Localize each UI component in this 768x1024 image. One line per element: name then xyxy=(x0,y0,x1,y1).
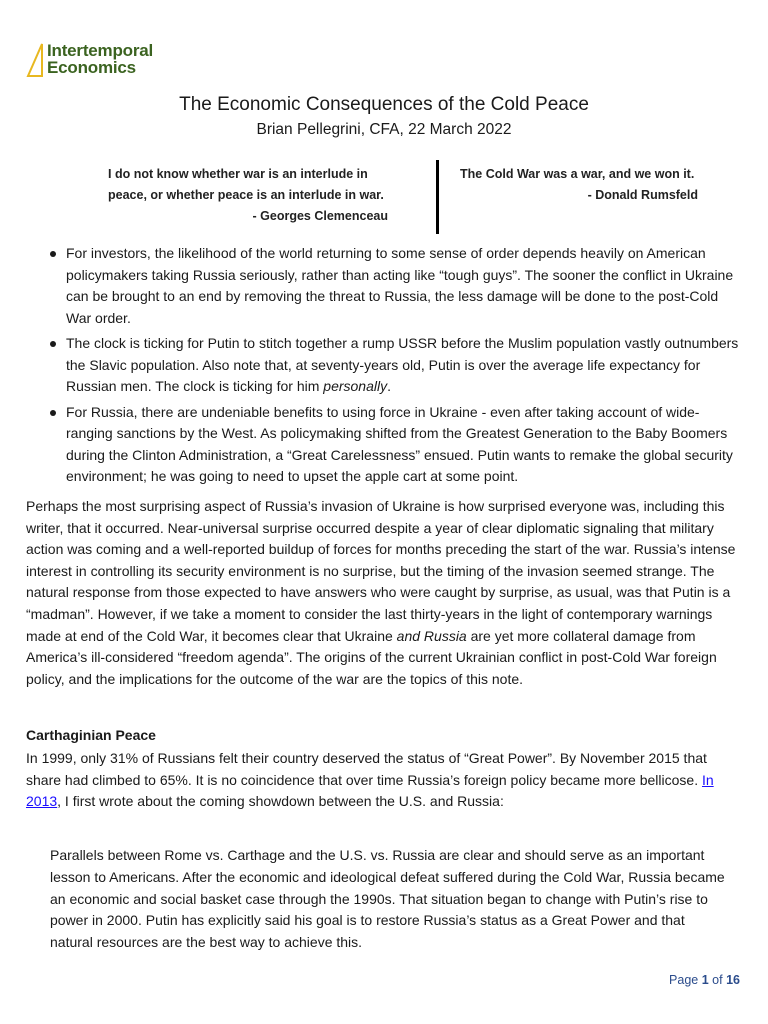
bullet-text: For Russia, there are undeniable benefits to using force in Ukraine - even after taking account of wide-ranging sanctions by the West. As policymaking shifted from the Greatest Generation to the Baby Boomers during the Clinton Administration, a “Great Carelessness” ensued. Putin wants to remake the global security environment; he was going to need to upset the apple cart at some point. xyxy=(66,403,733,484)
epigraph-right xyxy=(460,164,700,206)
logo xyxy=(26,42,153,82)
quote-left-line-2: peace, or whether peace is an interlude in war. xyxy=(108,188,384,202)
bullet-icon xyxy=(50,251,56,257)
bullet-item xyxy=(46,333,746,398)
author-date: Brian Pellegrini, CFA, 22 March 2022 xyxy=(256,121,512,138)
bullet-text-end: . xyxy=(387,378,391,394)
section-text-end: , I first wrote about the coming showdown between the U.S. and Russia: xyxy=(57,793,504,810)
quote-divider xyxy=(436,160,439,234)
bullet-text: The clock is ticking for Putin to stitch together a rump USSR before the Muslim population vastly outnumbers the Slavic population. Also note that, at seventy-years old, Putin is over the average life expectancy for Russian men. The clock is ticking for him xyxy=(66,335,739,394)
intro-text: Perhaps the most surprising aspect of Russia’s invasion of Ukraine is how surprised everyone was, including this writer, that it occurred. Near-universal surprise occurred despite a year of clear diplomatic signaling that military action was coming and a well-reported buildup of forces for months preceding the start of the war. Russia’s intense interest in controlling its security environment is no surprise, but the timing of the invasion seemed strange. The natural response from those expected to have answers who were caught by surprise, as usual, was that Putin is a “madman”. However, if we take a moment to consider the last thirty-years in the light of contemporary warnings made at end of the Cold War, it becomes clear that Ukraine xyxy=(26,498,736,644)
section-paragraph xyxy=(26,748,726,813)
page-label: Page xyxy=(669,973,699,987)
intro-emphasis: and Russia xyxy=(396,627,467,644)
quote-right-line-1: The Cold War was a war, and we won it. xyxy=(460,167,695,181)
intro-paragraph xyxy=(26,496,742,690)
quote-right-attribution: - Donald Rumsfeld xyxy=(587,188,698,202)
bullet-text: For investors, the likelihood of the world returning to some sense of order depends heavily on American policymakers taking Russia seriously, rather than acting like “tough guys”. The sooner the conflict in Ukraine can be brought to an end by removing the threat to Russia, the less damage will be done to the post-Cold War order. xyxy=(66,245,734,326)
of-label: of xyxy=(712,973,723,987)
total-pages: 16 xyxy=(726,973,740,987)
triangle-icon xyxy=(26,42,44,78)
page-number xyxy=(669,973,740,987)
logo-line-1: Intertemporal xyxy=(47,41,154,60)
quote-left-attribution: - Georges Clemenceau xyxy=(252,209,388,223)
bullet-emphasis: personally xyxy=(323,378,388,394)
block-quote: Parallels between Rome vs. Carthage and the U.S. vs. Russia are clear and should serve as an important lesson to Americans. After the economic and ideological defeat suffered during the Cold War, Russia became an economic and social basket case through the 1990s. That situation began to change with Putin’s rise to power in 2000. Putin has explicitly said his goal is to restore Russia’s status as a Great Power and that natural resources are the best way to achieve this. xyxy=(50,847,725,951)
intro-text-end: are yet more collateral damage from America’s ill-considered “freedom agenda”. The origins of the current Ukrainian conflict in post-Cold War foreign policy, and the implications for the outcome of the war are the topics of this note. xyxy=(26,627,717,687)
bullet-icon xyxy=(50,410,56,416)
logo-line-2: Economics xyxy=(47,58,136,77)
in-2013-link[interactable]: In 2013 xyxy=(26,771,714,810)
bullet-item xyxy=(46,402,746,488)
logo-text xyxy=(47,42,153,76)
quote-left-line-1: I do not know whether war is an interlude in xyxy=(108,167,368,181)
current-page: 1 xyxy=(701,973,709,987)
bullet-item xyxy=(46,243,746,329)
bullet-icon xyxy=(50,341,56,347)
summary-bullets xyxy=(46,243,746,492)
section-heading: Carthaginian Peace xyxy=(26,727,156,743)
page-title: The Economic Consequences of the Cold Peace xyxy=(179,94,589,115)
epigraph-left xyxy=(108,164,388,227)
section-text: In 1999, only 31% of Russians felt their country deserved the status of “Great Power”. By November 2015 that share had climbed to 65%. It is no coincidence that over time Russia’s foreign policy became more bellicose. xyxy=(26,750,707,788)
